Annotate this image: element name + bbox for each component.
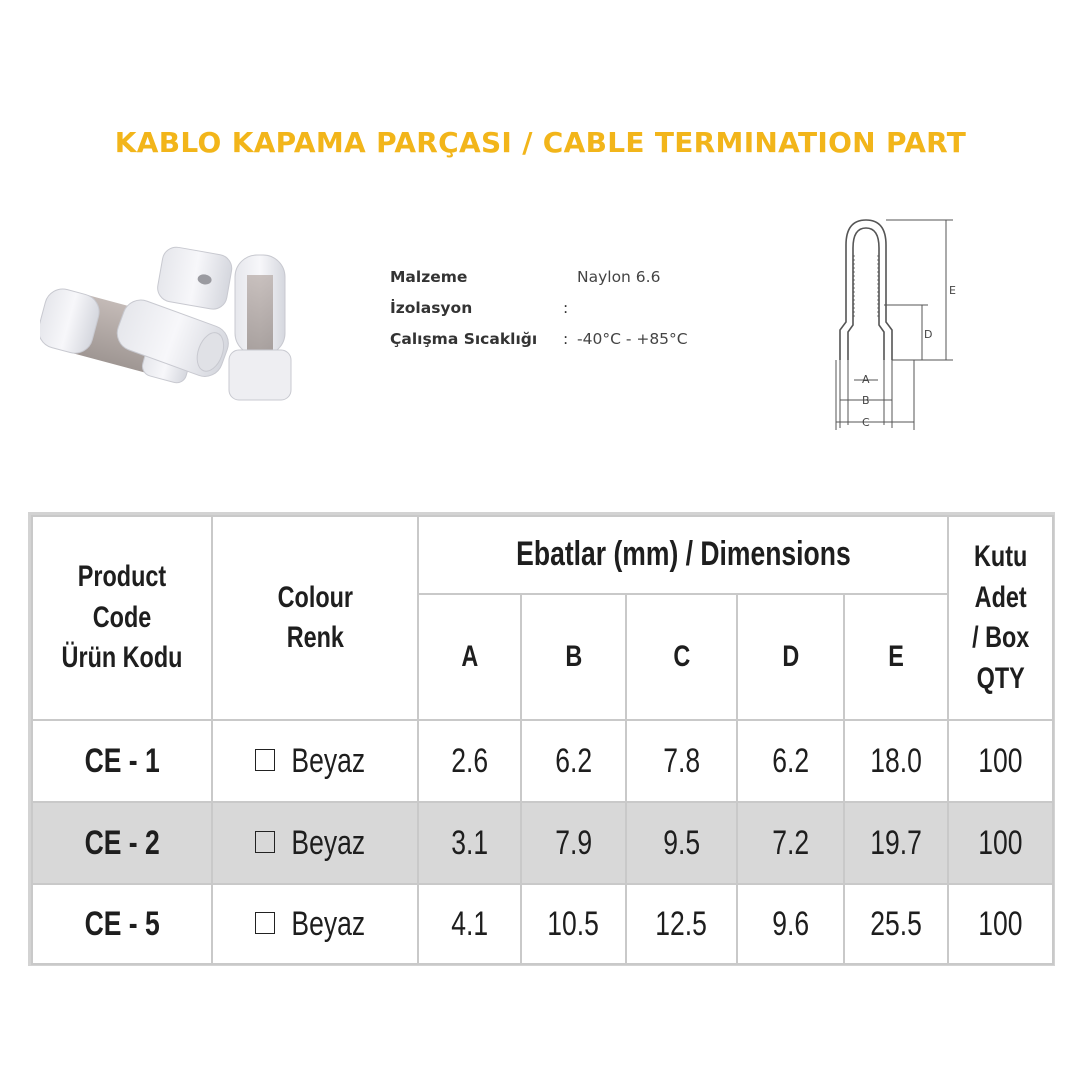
cell-e: 25.5 (844, 884, 948, 964)
table-row (32, 802, 1053, 884)
spec-label: Çalışma Sıcaklığı (390, 330, 538, 348)
cell-code: CE - 1 (32, 720, 212, 802)
cell-qty: 100 (948, 720, 1053, 802)
cell-e: 18.0 (844, 720, 948, 802)
header-dim-a: A (418, 594, 521, 720)
checkbox-icon (255, 749, 275, 771)
label-d: D (924, 328, 933, 341)
label-e: E (949, 284, 956, 297)
label-c: C (862, 416, 870, 429)
cell-a: 3.1 (418, 802, 521, 884)
cell-colour: Beyaz (212, 720, 418, 802)
spec-separator: : (563, 299, 569, 317)
cell-b: 6.2 (521, 720, 626, 802)
spec-separator: : (563, 330, 569, 348)
cell-colour: Beyaz (212, 884, 418, 964)
cell-b: 10.5 (521, 884, 626, 964)
spec-label: İzolasyon (390, 299, 473, 317)
product-photo (40, 225, 340, 415)
cell-colour: Beyaz (212, 802, 418, 884)
header-dim-b: B (521, 594, 626, 720)
spec-value: -40°C - +85°C (577, 330, 688, 348)
cell-code: CE - 5 (32, 884, 212, 964)
label-b: B (862, 394, 870, 407)
header-colour: Colour Renk (212, 516, 418, 720)
page-title: KABLO KAPAMA PARÇASI / CABLE TERMINATION PART (114, 126, 967, 159)
dimensions-table (28, 512, 1055, 966)
checkbox-icon (255, 831, 275, 853)
cell-code: CE - 2 (32, 802, 212, 884)
cell-qty: 100 (948, 802, 1053, 884)
table-row (32, 720, 1053, 802)
header-row-top (32, 516, 1053, 594)
cell-d: 9.6 (737, 884, 844, 964)
dimension-diagram (818, 210, 968, 435)
cell-a: 2.6 (418, 720, 521, 802)
header-dim-d: D (737, 594, 844, 720)
cell-c: 9.5 (626, 802, 737, 884)
checkbox-icon (255, 912, 275, 934)
cell-qty: 100 (948, 884, 1053, 964)
table-row (32, 884, 1053, 964)
header-product-code: Product Code Ürün Kodu (32, 516, 212, 720)
header-dim-e: E (844, 594, 948, 720)
label-a: A (862, 373, 870, 386)
cell-d: 7.2 (737, 802, 844, 884)
cell-d: 6.2 (737, 720, 844, 802)
cell-c: 7.8 (626, 720, 737, 802)
header-box-qty: Kutu Adet / Box QTY (948, 516, 1053, 720)
header-dim-c: C (626, 594, 737, 720)
cell-b: 7.9 (521, 802, 626, 884)
cell-c: 12.5 (626, 884, 737, 964)
cell-a: 4.1 (418, 884, 521, 964)
cell-e: 19.7 (844, 802, 948, 884)
spec-label: Malzeme (390, 268, 468, 286)
spec-value: Naylon 6.6 (577, 268, 661, 286)
header-dimensions: Ebatlar (mm) / Dimensions (418, 516, 948, 594)
